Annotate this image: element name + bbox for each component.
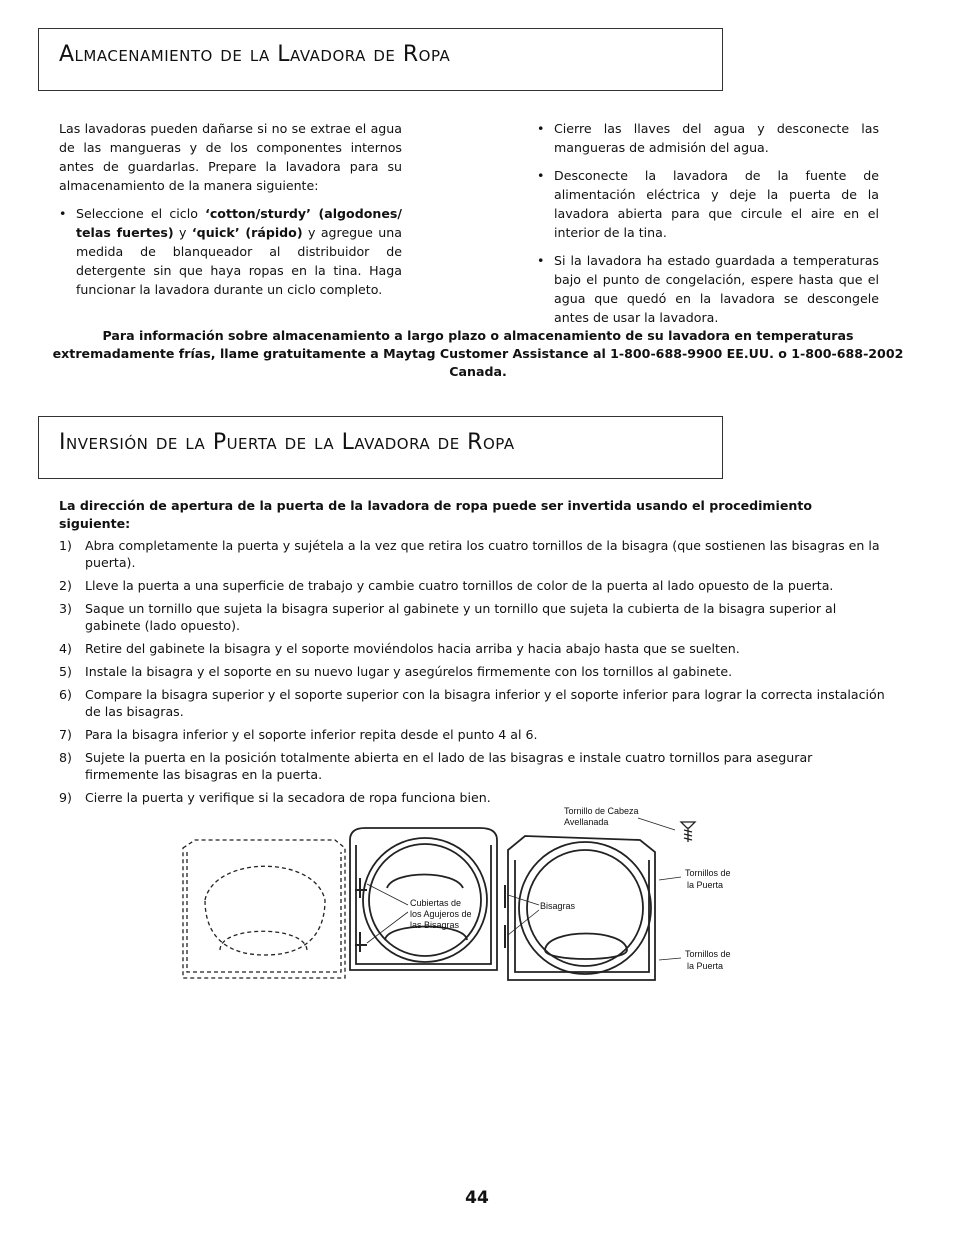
step-text: Cierre la puerta y verifique si la secadora de ropa funciona bien. <box>85 790 491 805</box>
step-item <box>59 600 887 634</box>
countersunk-screw-icon <box>681 822 695 842</box>
storage-bullet: • Cierre las llaves del agua y desconecte las mangueras de admisión del agua. <box>537 119 879 157</box>
step-text: Abra completamente la puerta y sujétela a la vez que retira los cuatro tornillos de la bisagra (que sostienen las bisagras en la puerta). <box>85 538 880 570</box>
storage-bullet: • Si la lavadora ha estado guardada a temperaturas bajo el punto de congelación, espere hasta que el agua que quedó en la lavadora se descongele antes de usar la lavadora. <box>537 251 879 327</box>
cycle-name-cotton: ‘cotton/sturdy’ (algodones/ telas fuertes) <box>76 206 402 240</box>
door-intro: La dirección de apertura de la puerta de la lavadora de ropa puede ser invertida usando el procedimiento siguiente: <box>59 498 813 531</box>
step-number: 9) <box>59 790 72 805</box>
label-hinges: Bisagras <box>540 901 576 911</box>
storage-left-bullets <box>59 204 402 299</box>
cycle-name-quick: ‘quick’ (rápido) <box>191 225 303 240</box>
bullet-text: Seleccione el ciclo <box>76 206 206 221</box>
step-text: Instale la bisagra y el soporte en su nuevo lugar y asegúrelos firmemente con los tornillos al gabinete. <box>85 664 733 679</box>
step-item <box>59 537 887 571</box>
section-title-box-door <box>38 416 723 479</box>
step-number: 2) <box>59 578 72 593</box>
step-number: 3) <box>59 601 72 616</box>
door-steps-list <box>59 537 887 812</box>
step-item <box>59 686 887 720</box>
storage-bullet: • Desconecte la lavadora de la fuente de alimentación eléctrica y deje la puerta de la lavadora abierta para que circule el aire en el interior de la tina. <box>537 166 879 242</box>
bullet-text: y <box>173 225 192 240</box>
storage-left-column <box>59 119 402 299</box>
step-text: Retire del gabinete la bisagra y el soporte moviéndolos hacia arriba y hacia abajo hasta que se suelten. <box>85 641 740 656</box>
step-item <box>59 726 887 743</box>
step-number: 8) <box>59 750 72 765</box>
step-text: Saque un tornillo que sujeta la bisagra superior al gabinete y un tornillo que sujeta la cubierta de la bisagra superior al gabinete (lado opuesto). <box>85 601 837 633</box>
storage-right-bullets <box>537 119 879 327</box>
step-item <box>59 663 887 680</box>
label-door-screws-bottom-line2: la Puerta <box>687 961 724 971</box>
step-number: 1) <box>59 538 72 553</box>
washer-door <box>508 836 655 980</box>
step-text: Para la bisagra inferior y el soporte inferior repita desde el punto 4 al 6. <box>85 727 538 742</box>
step-number: 5) <box>59 664 72 679</box>
step-item <box>59 577 887 594</box>
section-title-storage: Almacenamiento de la Lavadora de Ropa <box>59 42 451 67</box>
step-text: Compare la bisagra superior y el soporte superior con la bisagra inferior y el soporte inferior para lograr la correcta instalación de las bisagras. <box>85 687 885 719</box>
step-number: 4) <box>59 641 72 656</box>
step-number: 6) <box>59 687 72 702</box>
label-door-screws-top-line2: la Puerta <box>687 880 724 890</box>
label-covers-line3: las Bisagras <box>410 920 460 930</box>
section-title-box-storage <box>38 28 723 91</box>
step-text: Sujete la puerta en la posición totalmente abierta en el lado de las bisagras e instale cuatro tornillos para asegurar firmemente las bisagras en la puerta. <box>85 750 813 782</box>
storage-right-column <box>537 119 879 327</box>
step-text: Lleve la puerta a una superficie de trabajo y cambie cuatro tornillos de color de la puerta al lado opuesto de la puerta. <box>85 578 834 593</box>
bullet-text: y agregue una medida de blanqueador al distribuidor de detergente sin que haya ropas en la tina. Haga funcionar la lavadora durante un ciclo completo. <box>76 225 402 297</box>
step-item <box>59 640 887 657</box>
storage-bullet-cycle <box>59 204 402 299</box>
label-covers-line2: los Agujeros de <box>410 909 472 919</box>
label-screw-line2: Avellanada <box>564 817 609 827</box>
step-number: 7) <box>59 727 72 742</box>
page-number: 44 <box>465 1188 489 1208</box>
label-covers-line1: Cubiertas de <box>410 898 462 908</box>
storage-note: Para información sobre almacenamiento a largo plazo o almacenamiento de su lavadora en temperaturas extremadamente frías, llame gratuitamente a Maytag Customer Assistance al 1-800-688-9900 EE.UU. o 1-800-688-2002 Canada. <box>52 328 904 379</box>
washer-dashed-outline <box>183 840 345 978</box>
step-item <box>59 749 887 783</box>
label-screw-line1: Tornillo de Cabeza <box>564 806 639 816</box>
storage-intro: Las lavadoras pueden dañarse si no se extrae el agua de las mangueras y de los componentes internos antes de guardarlas. Prepare la lavadora para su almacenamiento de la manera siguiente: <box>59 121 402 193</box>
label-door-screws-bottom-line1: Tornillos de <box>685 949 731 959</box>
section-title-door: Inversión de la Puerta de la Lavadora de Ropa <box>59 430 515 455</box>
label-door-screws-top-line1: Tornillos de <box>685 868 731 878</box>
door-reversal-diagram <box>175 800 765 990</box>
